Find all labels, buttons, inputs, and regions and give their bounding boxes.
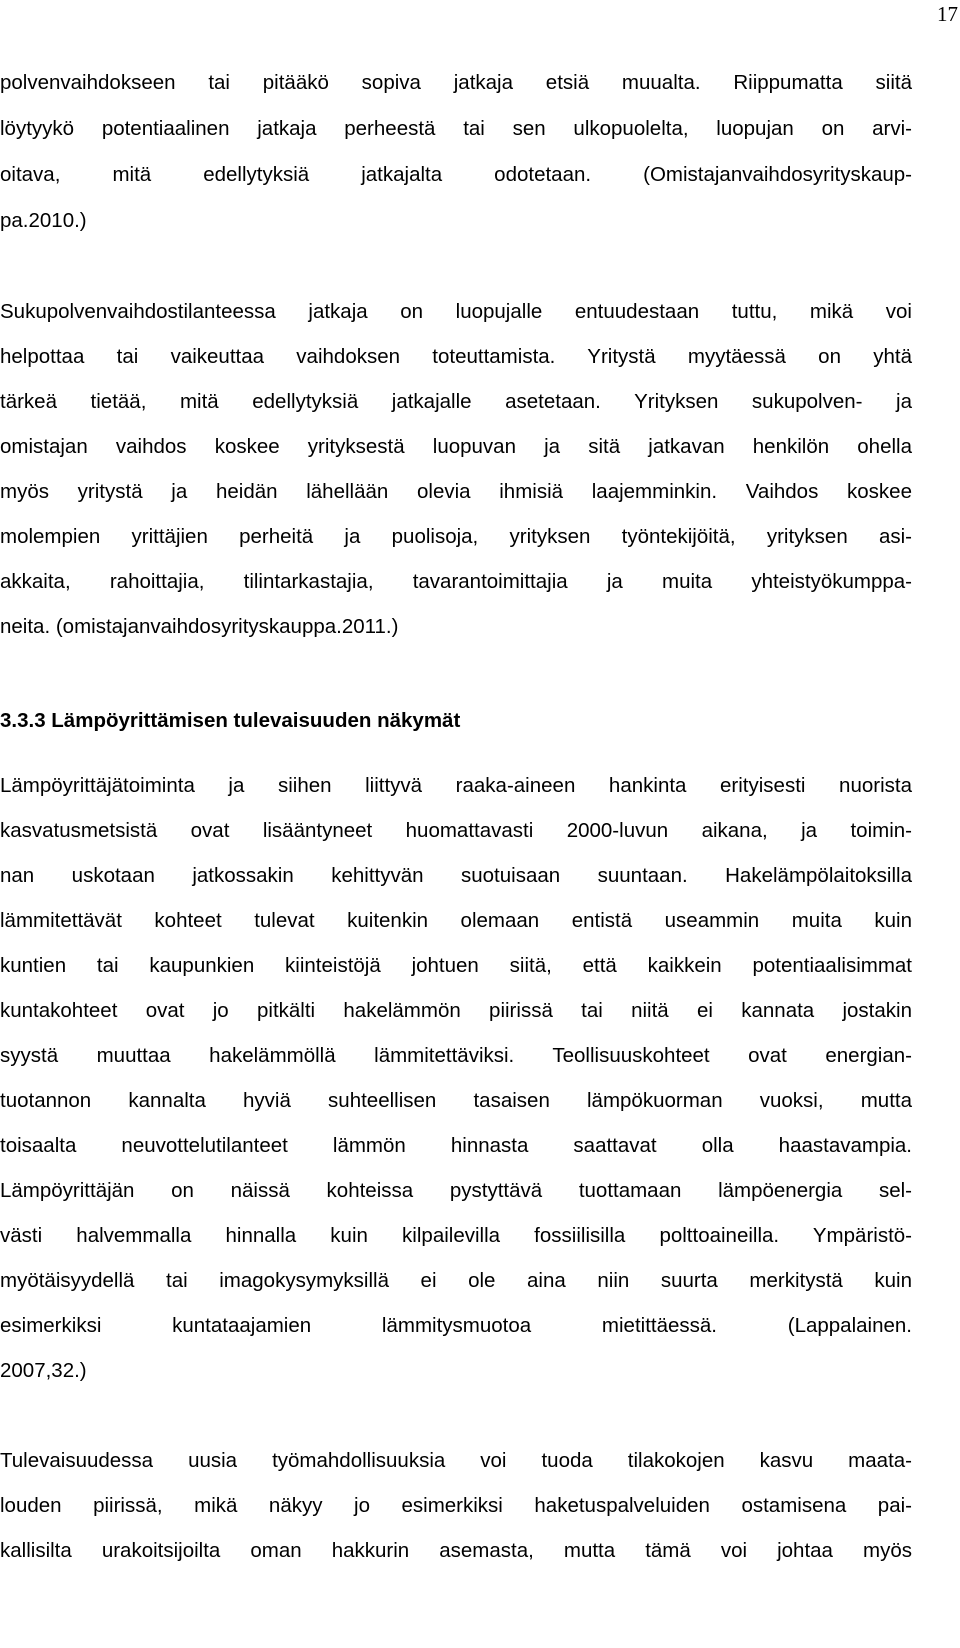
paragraph-spacer: [0, 1393, 912, 1438]
paragraph-3: [0, 763, 912, 1393]
text-line: molempien yrittäjien perheitä ja puolisoja, yrityksen työntekijöitä, yrityksen asi-: [0, 525, 912, 548]
page-number: 17: [937, 2, 958, 26]
text-line: Lämpöyrittäjän on näissä kohteissa pystyttävä tuottamaan lämpöenergia sel-: [0, 1179, 912, 1202]
text-line: tuotannon kannalta hyviä suhteellisen tasaisen lämpökuorman vuoksi, mutta: [0, 1089, 912, 1112]
paragraph-spacer: [0, 244, 912, 289]
text-line: kuntakohteet ovat jo pitkälti hakelämmön piirissä tai niitä ei kannata jostakin: [0, 999, 912, 1022]
text-line: kallisilta urakoitsijoilta oman hakkurin asemasta, mutta tämä voi johtaa myös: [0, 1539, 912, 1562]
text-line: nan uskotaan jatkossakin kehittyvän suotuisaan suuntaan. Hakelämpölaitoksilla: [0, 864, 912, 887]
text-line: Sukupolvenvaihdostilanteessa jatkaja on luopujalle entuudestaan tuttu, mikä voi: [0, 300, 912, 323]
text-line: polvenvaihdokseen tai pitääkö sopiva jatkaja etsiä muualta. Riippumatta siitä: [0, 71, 912, 94]
text-line: kasvatusmetsistä ovat lisääntyneet huomattavasti 2000-luvun aikana, ja toimin-: [0, 819, 912, 842]
text-line: louden piirissä, mikä näkyy jo esimerkiksi haketuspalveluiden ostamisena pai-: [0, 1494, 912, 1517]
text-line: toisaalta neuvottelutilanteet lämmön hinnasta saattavat olla haastavampia.: [0, 1134, 912, 1157]
paragraph-2: [0, 289, 912, 649]
paragraph-4: [0, 1438, 912, 1573]
section-heading: 3.3.3 Lämpöyrittämisen tulevaisuuden näkymät: [0, 709, 461, 732]
text-line: pa.2010.): [0, 209, 87, 232]
text-line: västi halvemmalla hinnalla kuin kilpailevilla fossiilisilla polttoaineilla. Ympäristö-: [0, 1224, 912, 1247]
text-line: neita. (omistajanvaihdosyrityskauppa.2011.): [0, 615, 399, 638]
text-line: syystä muuttaa hakelämmöllä lämmitettäviksi. Teollisuuskohteet ovat energian-: [0, 1044, 912, 1067]
paragraph-1: [0, 60, 912, 244]
document-body: [0, 60, 912, 1573]
text-line: akkaita, rahoittajia, tilintarkastajia, tavarantoimittajia ja muita yhteistyökumppa-: [0, 570, 912, 593]
text-line: lämmitettävät kohteet tulevat kuitenkin olemaan entistä useammin muita kuin: [0, 909, 912, 932]
text-line: myös yritystä ja heidän lähellään olevia ihmisiä laajemminkin. Vaihdos koskee: [0, 480, 912, 503]
paragraph-spacer: [0, 649, 912, 694]
text-line: Tulevaisuudessa uusia työmahdollisuuksia voi tuoda tilakokojen kasvu maata-: [0, 1449, 912, 1472]
text-line: esimerkiksi kuntataajamien lämmitysmuotoa mietittäessä. (Lappalainen.: [0, 1314, 912, 1337]
text-line: myötäisyydellä tai imagokysymyksillä ei ole aina niin suurta merkitystä kuin: [0, 1269, 912, 1292]
text-line: tärkeä tietää, mitä edellytyksiä jatkajalle asetetaan. Yrityksen sukupolven- ja: [0, 390, 912, 413]
text-line: oitava, mitä edellytyksiä jatkajalta odotetaan. (Omistajanvaihdosyrityskaup-: [0, 163, 912, 186]
text-line: helpottaa tai vaikeuttaa vaihdoksen toteuttamista. Yritystä myytäessä on yhtä: [0, 345, 912, 368]
text-line: Lämpöyrittäjätoiminta ja siihen liittyvä raaka-aineen hankinta erityisesti nuorista: [0, 774, 912, 797]
text-line: löytyykö potentiaalinen jatkaja perheestä tai sen ulkopuolelta, luopujan on arvi-: [0, 117, 912, 140]
text-line: kuntien tai kaupunkien kiinteistöjä johtuen siitä, että kaikkein potentiaalisimmat: [0, 954, 912, 977]
text-line: 2007,32.): [0, 1359, 87, 1382]
text-line: omistajan vaihdos koskee yrityksestä luopuvan ja sitä jatkavan henkilön ohella: [0, 435, 912, 458]
